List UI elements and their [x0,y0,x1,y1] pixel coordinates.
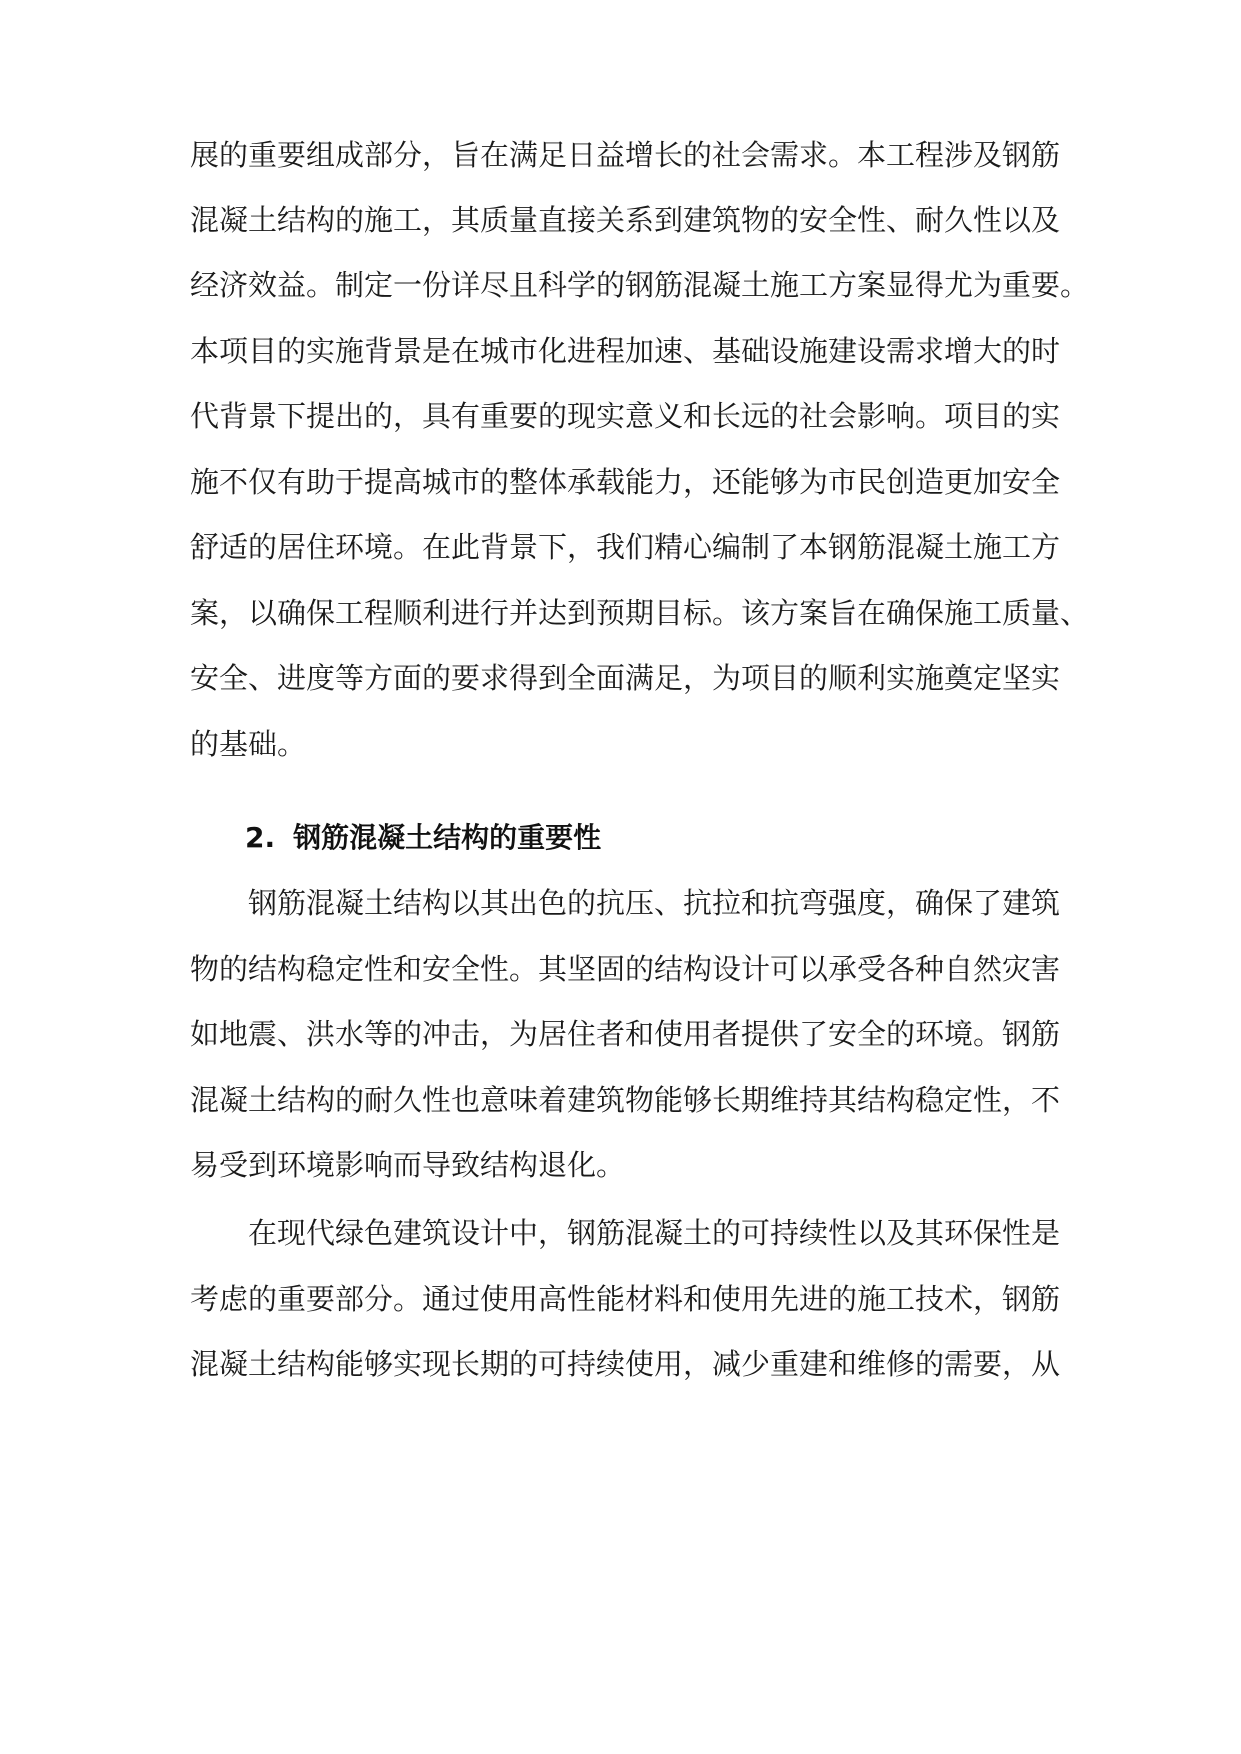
text-line: 安全、进度等方面的要求得到全面满足，为项目的顺利实施奠定坚实 [190,661,1061,695]
text-line: 代背景下提出的，具有重要的现实意义和长远的社会影响。项目的实 [190,399,1061,433]
text-line: 物的结构稳定性和安全性。其坚固的结构设计可以承受各种自然灾害 [190,952,1061,986]
text-line: 案，以确保工程顺利进行并达到预期目标。该方案旨在确保施工质量、 [190,596,1090,630]
text-line: 本项目的实施背景是在城市化进程加速、基础设施建设需求增大的时 [190,334,1061,368]
text-line: 施不仅有助于提高城市的整体承载能力，还能够为市民创造更加安全 [190,465,1061,499]
section-title: 钢筋混凝土结构的重要性 [293,821,602,854]
section-heading [245,818,601,858]
text-line: 混凝土结构的耐久性也意味着建筑物能够长期维持其结构稳定性，不 [190,1083,1061,1117]
text-line: 经济效益。制定一份详尽且科学的钢筋混凝土施工方案显得尤为重要。 [190,268,1090,302]
text-line: 如地震、洪水等的冲击，为居住者和使用者提供了安全的环境。钢筋 [190,1017,1061,1051]
text-line: 展的重要组成部分，旨在满足日益增长的社会需求。本工程涉及钢筋 [190,138,1061,172]
text-line: 考虑的重要部分。通过使用高性能材料和使用先进的施工技术，钢筋 [190,1282,1061,1316]
text-line: 在现代绿色建筑设计中，钢筋混凝土的可持续性以及其环保性是 [248,1216,1061,1250]
text-line: 钢筋混凝土结构以其出色的抗压、抗拉和抗弯强度，确保了建筑 [248,886,1061,920]
text-line: 的基础。 [190,727,307,761]
text-line: 混凝土结构能够实现长期的可持续使用，减少重建和维修的需要，从 [190,1347,1061,1381]
text-line: 易受到环境影响而导致结构退化。 [190,1148,626,1182]
text-line: 舒适的居住环境。在此背景下，我们精心编制了本钢筋混凝土施工方 [190,530,1061,564]
text-line: 混凝土结构的施工，其质量直接关系到建筑物的安全性、耐久性以及 [190,203,1061,237]
section-number: 2. [245,821,276,854]
